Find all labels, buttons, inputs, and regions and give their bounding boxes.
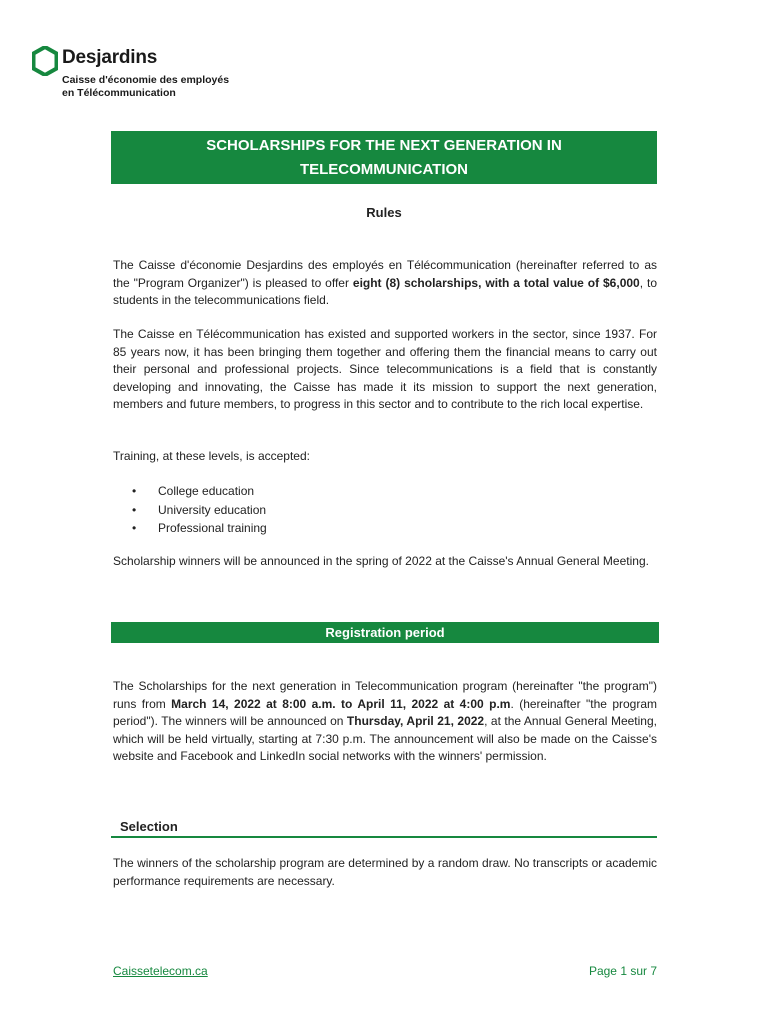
document-title-banner [111, 131, 657, 184]
registration-paragraph: The Scholarships for the next generation in Telecommunication program (hereinafter "the program") runs from March 14, 2022 at 8:00 a.m. to April 11, 2022 at 4:00 p.m. (hereinafter "the program period"). The winners will be announced on Thursday, April 21, 2022, at the Annual General Meeting, which will be held virtually, starting at 7:30 p.m. The announcement will also be made on the Caisse's website and Facebook and LinkedIn social networks with the winners' permission. [113, 679, 658, 764]
announcement-paragraph: Scholarship winners will be announced in the spring of 2022 at the Caisse's Annual General Meeting. [113, 554, 649, 568]
selection-paragraph: The winners of the scholarship program are determined by a random draw. No transcripts or academic performance requirements are necessary. [113, 856, 657, 888]
footer-website-link[interactable]: Caissetelecom.ca [113, 964, 208, 978]
page-number: Page 1 sur 7 [588, 964, 657, 978]
history-paragraph: The Caisse en Télécommunication has existed and supported workers in the sector, since 1937. For 85 years now, it has been bringing them together and offering them the financial means to carry out their personal and professional projects. Since telecommunications is a field that is constantly developing and innovating, the Caisse has made it its mission to support the next generation, members and future members, to progress in this sector and to contribute to the rich local expertise. [113, 327, 657, 412]
program-dates: March 14, 2022 at 8:00 a.m. to April 11, 2022 at 4:00 p.m [171, 696, 511, 711]
rules-subtitle: Rules [366, 205, 402, 220]
list-item: • College education [113, 482, 267, 501]
desjardins-hexagon-icon [32, 46, 58, 76]
list-item: • University education [113, 501, 267, 520]
brand-subtitle-line1: Caisse d'économie des employés [62, 74, 230, 86]
bullet-icon: • [132, 484, 137, 498]
title-line-2: TELECOMMUNICATION [299, 160, 469, 178]
training-levels-list [113, 482, 267, 538]
brand-subtitle-line2: en Télécommunication [62, 87, 176, 99]
list-item: • Professional training [113, 519, 267, 538]
selection-heading: Selection [111, 818, 657, 838]
training-intro: Training, at these levels, is accepted: [113, 449, 310, 463]
scholarship-offer: eight (8) scholarships, with a total value of $6,000 [352, 275, 640, 290]
bullet-icon: • [132, 521, 137, 535]
intro-paragraph: The Caisse d'économie Desjardins des employés en Télécommunication (hereinafter referred to as the "Program Organizer") is pleased to offer eight (8) scholarships, with a total value of $6,000, to students in the telecommunications field. [113, 258, 657, 308]
bullet-icon: • [132, 502, 137, 517]
announcement-date: Thursday, April 21, 2022 [346, 714, 485, 729]
desjardins-logo [30, 45, 250, 105]
title-line-1: SCHOLARSHIPS FOR THE NEXT GENERATION IN [206, 136, 562, 154]
registration-heading: Registration period [111, 622, 659, 643]
brand-name: Desjardins [62, 47, 158, 68]
